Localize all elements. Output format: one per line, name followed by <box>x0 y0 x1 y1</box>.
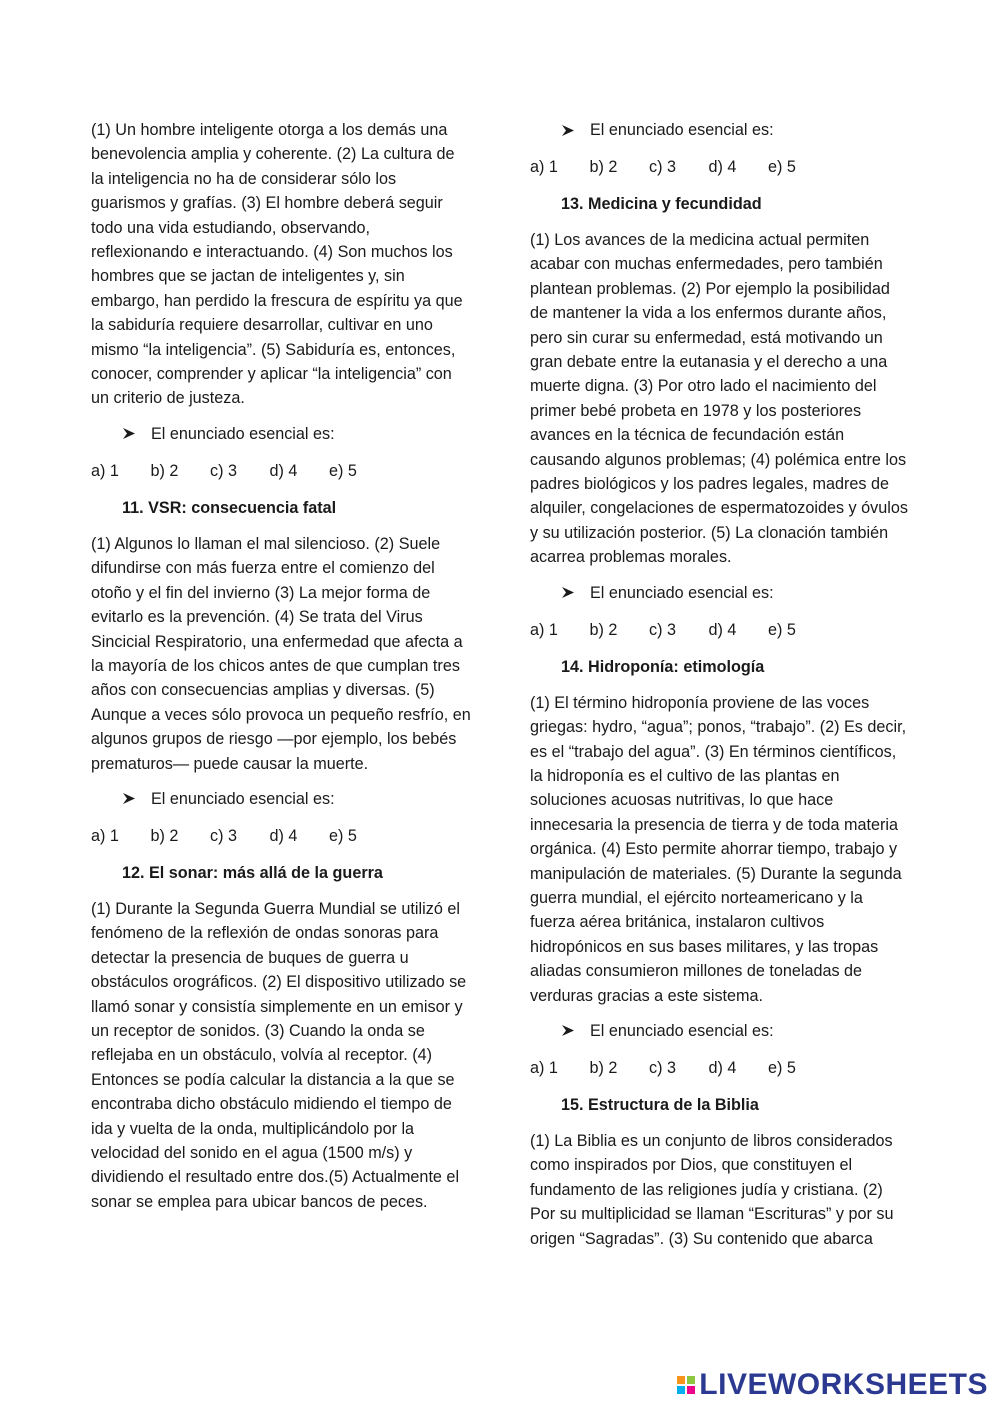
paragraph-13: (1) Los avances de la medicina actual permiten acabar con muchas enfermedades, pero también plantean problemas. (2) Por ejemplo la posibilidad de mantener la vida a los enfermos durante años, pero sin curar su enfermedad, está motivando un gran debate entre la eutanasia y el derecho a una muerte digna. (3) Por otro lado el nacimiento del primer bebé probeta en 1978 y los posteriores avances en la técnica de fecundación están causando algunos problemas; (4) polémica entre los padres biológicos y los padres legales, madres de alquiler, congelaciones de espermatozoides y óvulos y su utilización posterior. (5) La clonación también acarrea problemas morales. <box>530 231 908 567</box>
prompt-11 <box>122 787 471 811</box>
heading-15: 15. Estructura de la Biblia <box>561 1095 759 1114</box>
option-e[interactable]: e) 5 <box>768 158 796 176</box>
option-d[interactable]: d) 4 <box>269 826 298 845</box>
prompt-text: El enunciado esencial es: <box>590 1021 774 1040</box>
right-column <box>530 118 910 1262</box>
prompt-text: El enunciado esencial es: <box>151 789 335 808</box>
logo-squares-icon <box>677 1376 695 1394</box>
option-c[interactable]: c) 3 <box>649 620 676 639</box>
options-11 <box>91 824 471 848</box>
option-a[interactable]: a) 1 <box>530 1058 558 1077</box>
option-a[interactable]: a) 1 <box>91 826 119 845</box>
logo-square-icon <box>687 1376 695 1384</box>
option-b[interactable]: b) 2 <box>589 158 618 176</box>
prompt-12 <box>561 118 910 142</box>
option-e[interactable]: e) 5 <box>768 1058 796 1077</box>
option-c[interactable]: c) 3 <box>649 1058 676 1077</box>
option-b[interactable]: b) 2 <box>589 620 618 639</box>
paragraph-10: (1) Un hombre inteligente otorga a los demás una benevolencia amplia y coherente. (2) La cultura de la inteligencia no ha de considerar sólo los guarismos y grafías. (3) El hombre deberá seguir todo una vida estudiando, observando, reflexionando e interactuando. (4) Son muchos los hombres que se jactan de inteligentes y, sin embargo, han perdido la frescura de espíritu ya que la sabiduría requiere desarrollar, cultivar en uno mismo “la inteligencia”. (5) Sabiduría es, entonces, conocer, comprender y aplicar “la inteligencia” con un criterio de justeza. <box>91 121 463 408</box>
logo-text: LIVEWORKSHEETS <box>699 1368 988 1401</box>
options-13 <box>530 618 910 642</box>
option-c[interactable]: c) 3 <box>210 826 237 845</box>
left-column <box>91 118 471 1225</box>
option-c[interactable]: c) 3 <box>649 158 676 176</box>
options-10 <box>91 459 471 483</box>
option-d[interactable]: d) 4 <box>269 461 298 480</box>
option-e[interactable]: e) 5 <box>329 826 357 845</box>
arrow-bullet-icon <box>122 427 151 440</box>
heading-11: 11. VSR: consecuencia fatal <box>122 498 337 517</box>
prompt-text: El enunciado esencial es: <box>590 121 774 139</box>
prompt-10 <box>122 422 471 446</box>
prompt-text: El enunciado esencial es: <box>590 583 774 602</box>
prompt-text: El enunciado esencial es: <box>151 424 335 443</box>
arrow-bullet-icon <box>561 1024 590 1037</box>
option-d[interactable]: d) 4 <box>708 1058 737 1077</box>
liveworksheets-logo[interactable] <box>677 1368 988 1402</box>
arrow-bullet-icon <box>561 586 590 599</box>
prompt-13 <box>561 581 910 605</box>
options-14 <box>530 1056 910 1080</box>
option-b[interactable]: b) 2 <box>150 826 179 845</box>
prompt-14 <box>561 1019 910 1043</box>
option-b[interactable]: b) 2 <box>589 1058 618 1077</box>
heading-12: 12. El sonar: más allá de la guerra <box>122 863 383 882</box>
option-e[interactable]: e) 5 <box>329 461 357 480</box>
heading-13: 13. Medicina y fecundidad <box>561 195 762 213</box>
arrow-bullet-icon <box>561 124 590 137</box>
logo-square-icon <box>677 1376 685 1384</box>
arrow-bullet-icon <box>122 792 151 805</box>
paragraph-14: (1) El término hidroponía proviene de las voces griegas: hydro, “agua”; ponos, “trabajo”. (2) Es decir, es el “trabajo del agua”. (3) En términos científicos, la hidroponía es el cultivo de las plantas en soluciones acuosas nutritivas, lo que hace innecesaria la presencia de tierra y de toda materia orgánica. (4) Esto permite ahorrar tiempo, trabajo y manipulación de materiales. (5) Durante la segunda guerra mundial, el ejército norteamericano y la fuerza aérea británica, instalaron cultivos hidropónicos en sus bases militares, y las tropas aliadas consumieron millones de toneladas de verduras gracias a este sistema. <box>530 693 907 1005</box>
paragraph-15: (1) La Biblia es un conjunto de libros considerados como inspirados por Dios, que constituyen el fundamento de las religiones judía y cristiana. (2) Por su multiplicidad se llaman “Escrituras” y por su origen “Sagradas”. (3) Su contenido que abarca <box>530 1131 894 1248</box>
option-d[interactable]: d) 4 <box>708 158 737 176</box>
option-a[interactable]: a) 1 <box>91 461 119 480</box>
option-a[interactable]: a) 1 <box>530 620 558 639</box>
options-12 <box>530 155 910 179</box>
option-a[interactable]: a) 1 <box>530 158 558 176</box>
logo-square-icon <box>677 1386 685 1394</box>
option-d[interactable]: d) 4 <box>708 620 737 639</box>
paragraph-12: (1) Durante la Segunda Guerra Mundial se utilizó el fenómeno de la reflexión de ondas sonoras para detectar la presencia de buques de guerra u obstáculos orográficos. (2) El dispositivo utilizado se llamó sonar y consistía simplemente en un emisor y un receptor de sonidos. (3) Cuando la onda se reflejaba en un obstáculo, volvía al receptor. (4) Entonces se podía calcular la distancia a la que se encontraba dicho obstáculo midiendo el tiempo de ida y vuelta de la onda, multiplicándolo por la velocidad del sonido en el agua (1500 m/s) y dividiendo el resultado entre dos.(5) Actualmente el sonar se emplea para ubicar bancos de peces. <box>91 899 467 1211</box>
heading-14: 14. Hidroponía: etimología <box>561 657 765 676</box>
option-e[interactable]: e) 5 <box>768 620 796 639</box>
logo-square-icon <box>687 1386 695 1394</box>
paragraph-11: (1) Algunos lo llaman el mal silencioso. (2) Suele difundirse con más fuerza entre el comienzo del otoño y el fin del invierno (3) La mejor forma de evitarlo es la prevención. (4) Se trata del Virus Sincicial Respiratorio, una enfermedad que afecta a la mayoría de los chicos antes de que cumplan tres años con consecuencias amplias y diversas. (5) Aunque a veces sólo provoca un pequeño resfrío, en algunos grupos de riesgo —por ejemplo, los bebés prematuros— puede causar la muerte. <box>91 534 471 773</box>
option-b[interactable]: b) 2 <box>150 461 179 480</box>
option-c[interactable]: c) 3 <box>210 461 237 480</box>
